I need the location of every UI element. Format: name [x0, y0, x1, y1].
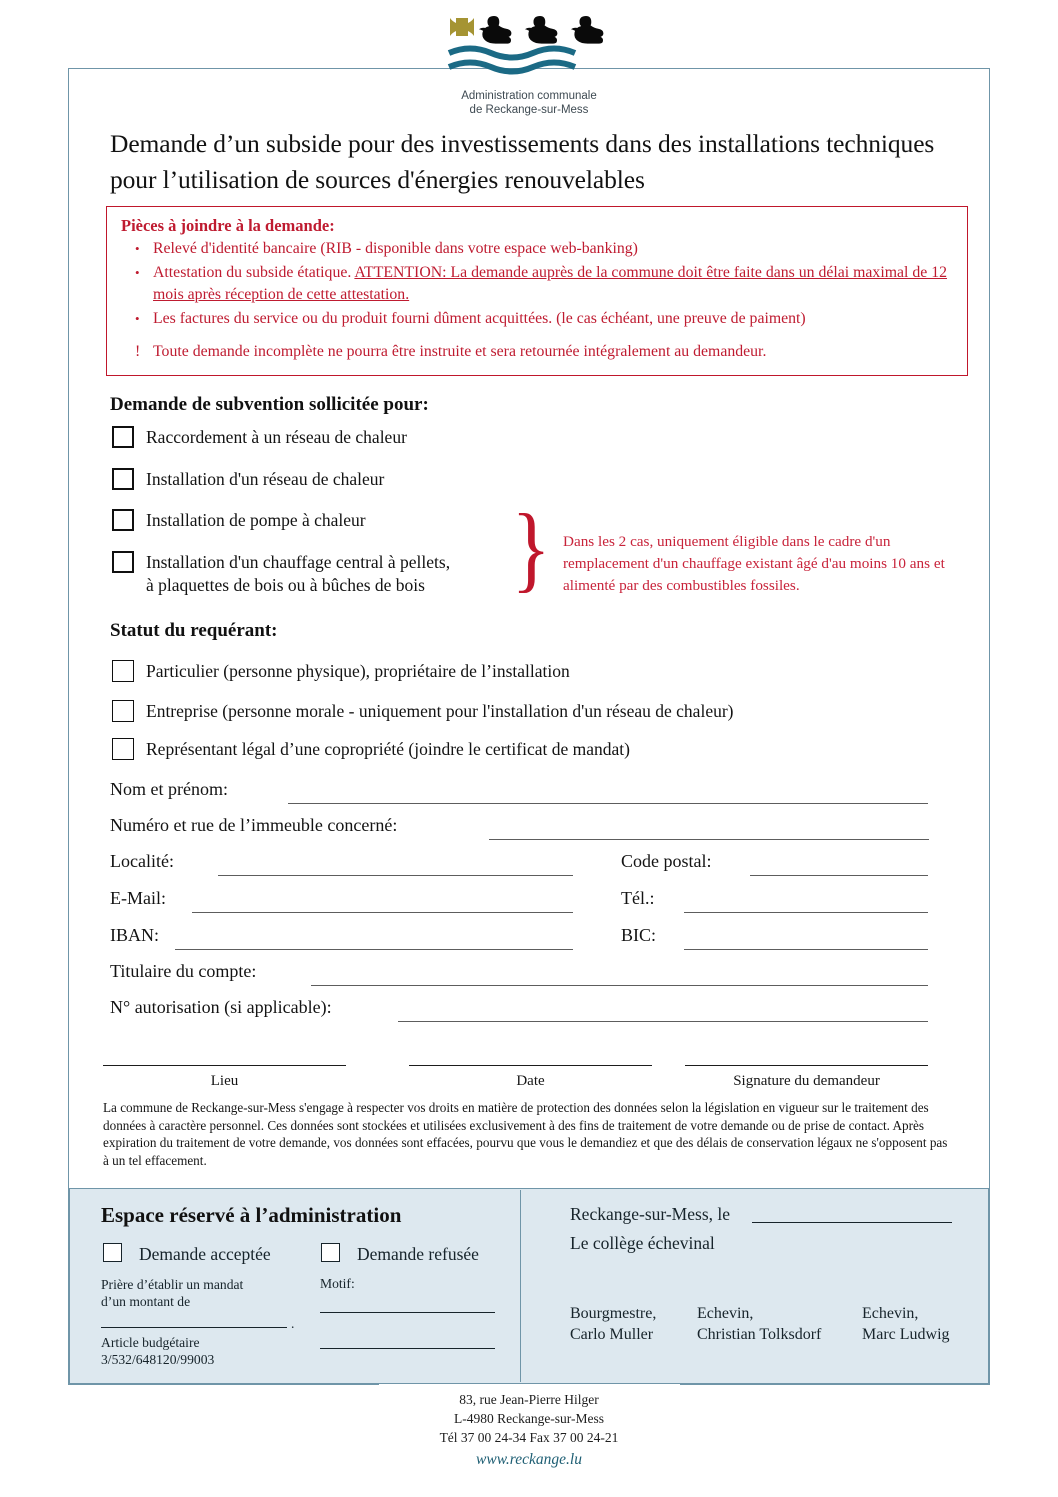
input-numero-autorisation[interactable]	[398, 1021, 928, 1022]
footer-city: L-4980 Reckange-sur-Mess	[453, 1411, 605, 1426]
input-telephone[interactable]	[684, 912, 928, 913]
notice-item-text: Relevé d'identité bancaire (RIB - disponible dans votre espace web-banking)	[153, 240, 638, 257]
notice-heading: Pièces à joindre à la demande:	[121, 216, 335, 235]
bullet-icon: •	[135, 264, 140, 280]
admin-accepted-row[interactable]	[103, 1243, 271, 1266]
admin-motif-label: Motif:	[320, 1276, 355, 1291]
page-frame-bottom-right	[681, 1384, 990, 1385]
swan-icon	[571, 16, 603, 44]
subvention-option-label-line1: Installation d'un chauffage central à pellets,	[146, 552, 451, 572]
signature-line-signature[interactable]	[685, 1065, 928, 1066]
signature-caption-signature: Signature du demandeur	[733, 1073, 880, 1089]
notice-item	[121, 238, 953, 261]
subvention-option-row[interactable]	[112, 551, 450, 597]
statut-option-row[interactable]	[112, 700, 734, 723]
bullet-icon: •	[135, 310, 140, 326]
subvention-heading: Demande de subvention sollicitée pour:	[110, 394, 429, 415]
notice-item	[121, 262, 953, 307]
logo-line-2: de Reckange-sur-Mess	[469, 104, 589, 116]
cross-icon	[450, 18, 474, 36]
subvention-option-label: Installation de pompe à chaleur	[146, 510, 366, 530]
notice-item	[121, 308, 953, 331]
exclamation-icon: !	[135, 343, 141, 360]
coat-of-arms-icon	[0, 12, 1058, 86]
page-frame-right	[989, 68, 990, 1385]
signature-line-date[interactable]	[409, 1065, 652, 1066]
signature-caption-lieu: Lieu	[210, 1073, 239, 1089]
input-localite[interactable]	[218, 875, 573, 876]
official-echevin-1	[697, 1303, 821, 1345]
admin-article-line2: 3/532/648120/99003	[101, 1352, 215, 1367]
logo-line-1: Administration communale	[461, 90, 597, 102]
admin-mandat-suffix: .	[291, 1316, 295, 1331]
subvention-option-row[interactable]	[112, 426, 407, 449]
label-code-postal: Code postal:	[621, 851, 712, 871]
required-documents-notice	[106, 206, 968, 376]
admin-mandat-text	[101, 1276, 243, 1310]
notice-item-text: Attestation du subside étatique.	[153, 263, 355, 281]
bullet-icon: •	[135, 241, 140, 256]
official-echevin-2	[862, 1303, 950, 1345]
signature-line-lieu[interactable]	[103, 1065, 346, 1066]
swan-icons	[479, 16, 603, 44]
page-footer	[0, 1390, 1058, 1469]
official-bourgmestre	[570, 1303, 656, 1345]
checkbox-raccordement-reseau-chaleur[interactable]	[112, 426, 134, 448]
admin-accepted-label: Demande acceptée	[139, 1244, 271, 1264]
label-telephone: Tél.:	[621, 888, 655, 908]
input-admin-motif-2[interactable]	[320, 1348, 495, 1349]
input-numero-rue[interactable]	[489, 839, 929, 840]
checkbox-chauffage-central-pellets[interactable]	[112, 551, 134, 573]
footer-website-link[interactable]: www.reckange.lu	[476, 1451, 582, 1468]
statut-option-label: Particulier (personne physique), propriétaire de l’installation	[146, 661, 570, 681]
eligibility-sidenote: Dans les 2 cas, uniquement éligible dans le cadre d'un remplacement d'un chauffage existant âgé d'au moins 10 ans et alimenté par des combustibles fossiles.	[563, 533, 945, 594]
input-titulaire-compte[interactable]	[311, 985, 928, 986]
checkbox-particulier[interactable]	[112, 660, 134, 682]
subvention-option-row[interactable]	[112, 468, 384, 491]
statut-option-label: Entreprise (personne morale - uniquement pour l'installation d'un réseau de chaleur)	[146, 701, 734, 721]
commune-logo	[0, 12, 1058, 117]
subvention-option-label: Installation d'un réseau de chaleur	[146, 469, 385, 489]
official-role: Bourgmestre,	[570, 1305, 657, 1322]
input-admin-motif-1[interactable]	[320, 1312, 495, 1313]
official-role: Echevin,	[697, 1305, 754, 1322]
input-code-postal[interactable]	[750, 875, 928, 876]
administration-title: Espace réservé à l’administration	[101, 1203, 402, 1227]
notice-warning-text: Toute demande incomplète ne pourra être instruite et sera retournée intégralement au demandeur.	[153, 343, 767, 360]
signature-caption-date: Date	[516, 1073, 545, 1089]
admin-mandat-line2: d’un montant de	[101, 1294, 191, 1309]
input-nom-prenom[interactable]	[288, 803, 928, 804]
checkbox-representant-legal[interactable]	[112, 738, 134, 760]
label-numero-rue: Numéro et rue de l’immeuble concerné:	[110, 815, 398, 835]
admin-refused-label: Demande refusée	[357, 1244, 479, 1264]
notice-item-text-underlined: ATTENTION: La demande auprès de la commune doit être faite dans un délai maximal de 12 mois après réception de cette attestation.	[153, 263, 948, 303]
input-email[interactable]	[192, 912, 573, 913]
privacy-notice: La commune de Reckange-sur-Mess s'engage à respecter vos droits en matière de protection des données selon la législation en vigueur sur le traitement des données à caractère personnel. Ces données sont stockées et utilisées exclusivement à des fins de traitement de votre demande ou de prise de contact. Après expiration du traitement de votre demande, vos données sont effacées, pourvu que vous le demandiez et que des délais de conservation légaux ne s'opposent pas à un tel effacement.	[103, 1100, 948, 1168]
input-bic[interactable]	[684, 949, 928, 950]
label-numero-autorisation: N° autorisation (si applicable):	[110, 997, 332, 1017]
subvention-option-label-line2: à plaquettes de bois ou à bûches de bois	[146, 575, 425, 595]
footer-address: 83, rue Jean-Pierre Hilger	[459, 1392, 599, 1407]
page-frame-bottom-left	[68, 1384, 378, 1385]
official-role: Echevin,	[862, 1305, 919, 1322]
checkbox-pompe-a-chaleur[interactable]	[112, 509, 134, 531]
checkbox-demande-acceptee[interactable]	[103, 1243, 122, 1262]
admin-article-line1: Article budgétaire	[101, 1335, 200, 1350]
statut-heading: Statut du requérant:	[110, 620, 278, 641]
input-iban[interactable]	[175, 949, 573, 950]
admin-place-date-label: Reckange-sur-Mess, le	[570, 1204, 731, 1224]
swan-icon	[479, 16, 511, 44]
label-titulaire-compte: Titulaire du compte:	[110, 961, 257, 981]
administration-divider	[520, 1190, 521, 1382]
official-name: Christian Tolksdorf	[697, 1326, 822, 1343]
curly-brace-icon: }	[511, 494, 551, 601]
label-localite: Localité:	[110, 851, 174, 871]
notice-warning	[121, 341, 953, 364]
label-bic: BIC:	[621, 925, 657, 945]
label-nom-prenom: Nom et prénom:	[110, 779, 228, 799]
subvention-option-row[interactable]	[112, 509, 366, 532]
checkbox-demande-refusee[interactable]	[321, 1243, 340, 1262]
subvention-option-label: Raccordement à un réseau de chaleur	[146, 427, 407, 447]
page-title: Demande d’un subside pour des investissements dans des installations techniques pour l’utilisation de sources d'énergies renouvelables	[110, 129, 935, 194]
statut-option-label: Représentant légal d’une copropriété (joindre le certificat de mandat)	[146, 739, 630, 759]
admin-mandat-line1: Prière d’établir un mandat	[101, 1277, 244, 1292]
notice-item-text: Les factures du service ou du produit fourni dûment acquittées. (le cas échéant, une preuve de paiment)	[153, 309, 806, 327]
admin-article-text	[101, 1334, 214, 1368]
official-name: Marc Ludwig	[862, 1326, 950, 1343]
label-email: E-Mail:	[110, 888, 166, 908]
checkbox-installation-reseau-chaleur[interactable]	[112, 468, 134, 490]
official-name: Carlo Muller	[570, 1326, 654, 1343]
admin-college-label: Le collège échevinal	[570, 1233, 715, 1253]
input-admin-date[interactable]	[752, 1222, 952, 1223]
statut-option-row[interactable]	[112, 738, 630, 761]
statut-option-row[interactable]	[112, 660, 570, 683]
notice-list	[121, 238, 953, 364]
checkbox-entreprise[interactable]	[112, 700, 134, 722]
label-iban: IBAN:	[110, 925, 159, 945]
waves-icon	[449, 49, 575, 72]
admin-refused-row[interactable]	[321, 1243, 479, 1266]
swan-icon	[525, 16, 557, 44]
footer-phone: Tél 37 00 24-34 Fax 37 00 24-21	[439, 1430, 619, 1445]
input-admin-montant[interactable]	[101, 1327, 287, 1328]
